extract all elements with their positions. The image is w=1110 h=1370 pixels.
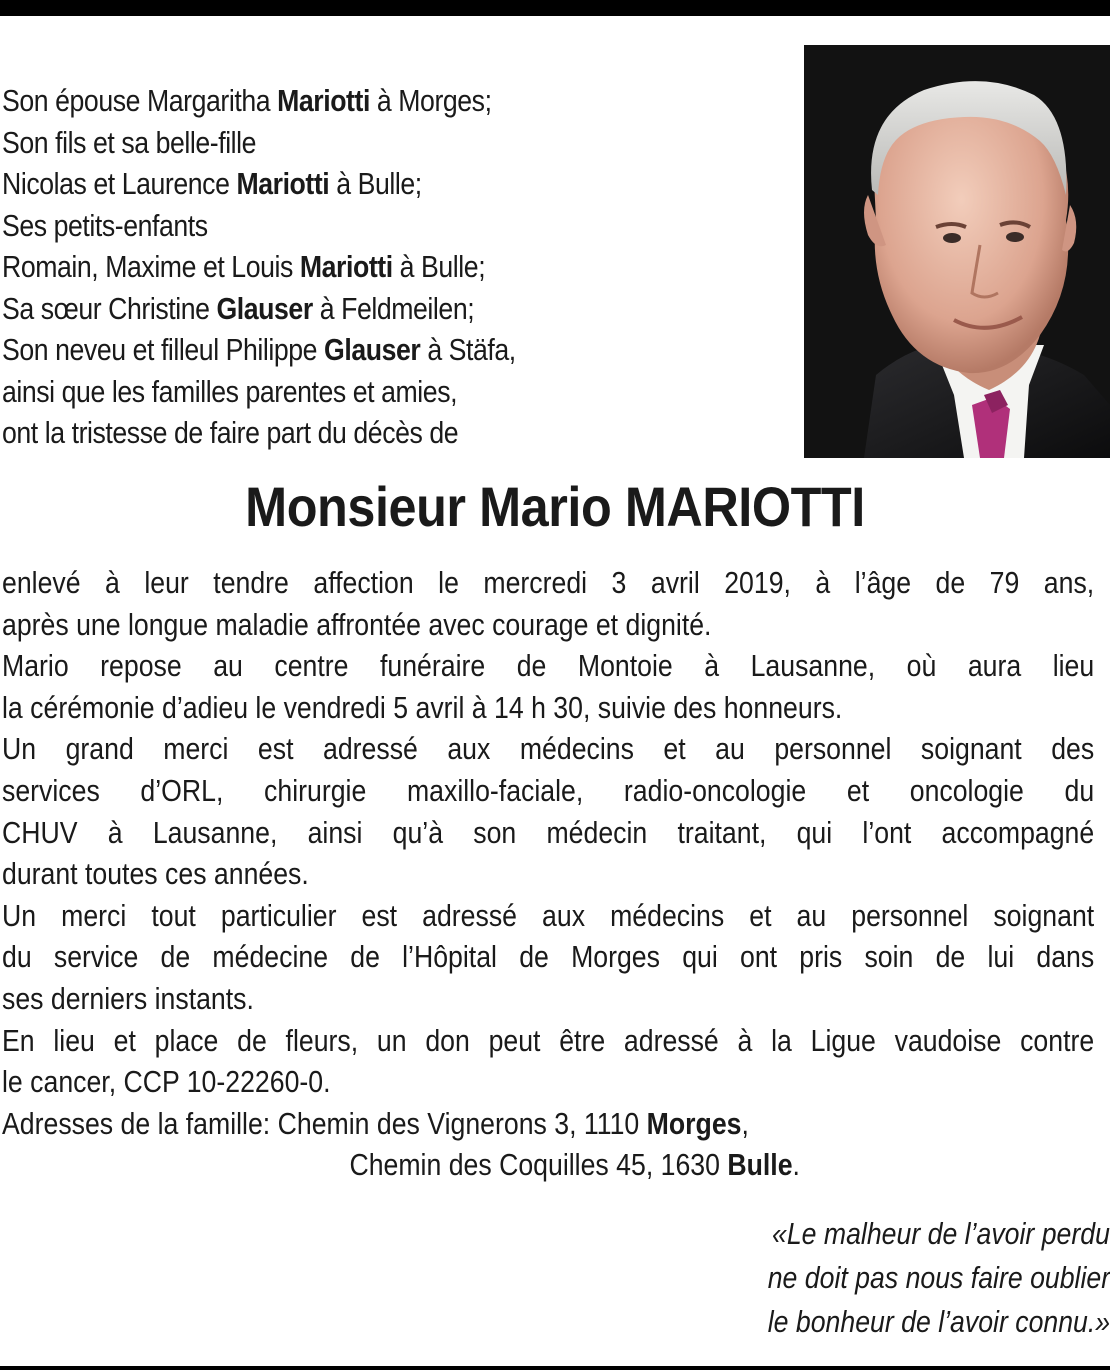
body-line: le cancer, CCP 10-22260-0. [2, 1064, 331, 1100]
quote-line: le bonheur de l’avoir connu.» [767, 1304, 1110, 1339]
intro-line: ainsi que les familles parentes et amies, [2, 373, 458, 409]
quote-line: ne doit pas nous faire oublier [767, 1260, 1110, 1295]
portrait-illustration [804, 45, 1110, 458]
closing-quote [550, 1212, 1110, 1344]
body-line: Un merci tout particulier est adressé aux médecins et au personnel soignant [2, 897, 1095, 933]
intro-line: Son fils et sa belle-fille [2, 124, 257, 160]
body-line: Mario repose au centre funéraire de Montoie à Lausanne, où aura lieu [2, 648, 1095, 684]
family-announcement [2, 80, 673, 454]
deceased-name: Monsieur Mario MARIOTTI [245, 475, 865, 538]
top-rule [0, 0, 1110, 16]
body-line: En lieu et place de fleurs, un don peut être adressé à la Ligue vaudoise contre [2, 1022, 1095, 1058]
body-line: services d’ORL, chirurgie maxillo-faciale, radio-oncologie et oncologie du [2, 772, 1095, 808]
address-line: Adresses de la famille: Chemin des Vignerons 3, 1110 Morges, [2, 1105, 749, 1141]
intro-line: ont la tristesse de faire part du décès de [2, 415, 459, 450]
body-line: CHUV à Lausanne, ainsi qu’à son médecin traitant, qui l’ont accompagné [2, 814, 1095, 850]
intro-line: Ses petits-enfants [2, 207, 208, 243]
quote-line: «Le malheur de l’avoir perdu [772, 1216, 1110, 1251]
body-line: Un grand merci est adressé aux médecins et au personnel soignant des [2, 731, 1095, 767]
body-line: la cérémonie d’adieu le vendredi 5 avril à 14 h 30, suivie des honneurs. [2, 689, 843, 725]
address-line: Chemin des Coquilles 45, 1630 Bulle. [349, 1147, 800, 1183]
address-city: Bulle [727, 1147, 793, 1183]
intro-line: Son épouse Margaritha Mariotti à Morges; [2, 83, 492, 118]
body-line: du service de médecine de l’Hôpital de Morges qui ont pris soin de lui dans [2, 939, 1095, 975]
body-line: ses derniers instants. [2, 980, 254, 1016]
intro-line: Son neveu et filleul Philippe Glauser à Stäfa, [2, 332, 516, 367]
intro-line: Nicolas et Laurence Mariotti à Bulle; [2, 166, 422, 201]
bottom-rule [0, 1366, 1110, 1370]
body-line: enlevé à leur tendre affection le mercredi 3 avril 2019, à l’âge de 79 ans, [2, 565, 1095, 600]
portrait-photo [804, 45, 1110, 458]
address-city: Morges [646, 1105, 742, 1141]
intro-line: Romain, Maxime et Louis Mariotti à Bulle; [2, 249, 486, 284]
address-label: Adresses de la famille: [2, 1105, 278, 1141]
body-line: après une longue maladie affrontée avec courage et dignité. [2, 606, 712, 642]
intro-line: Sa sœur Christine Glauser à Feldmeilen; [2, 290, 475, 326]
body-line: durant toutes ces années. [2, 856, 309, 892]
obituary-body [2, 562, 1094, 1186]
